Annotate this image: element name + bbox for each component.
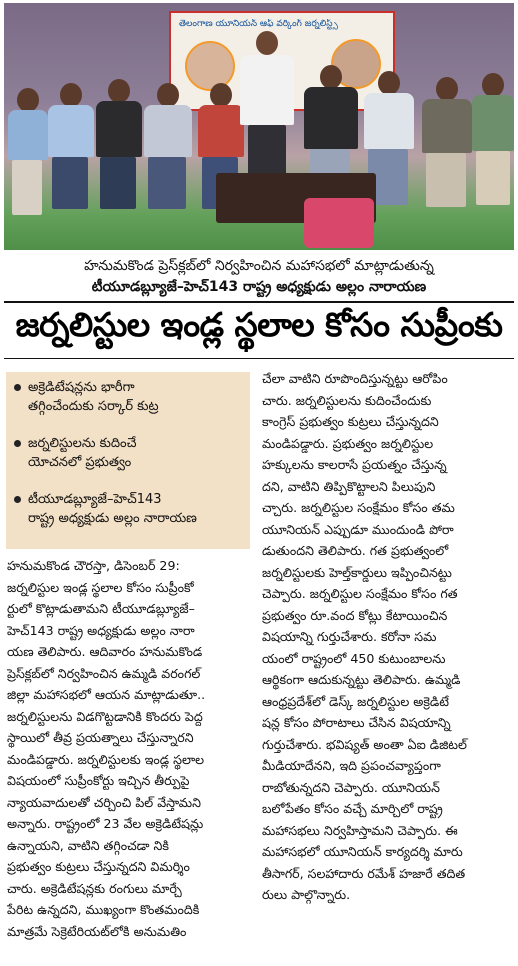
article-line: చారు. జర్నలిస్టులను కుదించేందుకు	[262, 392, 432, 408]
highlight-line: అక్రెడిటేషన్లను భారీగా	[28, 380, 135, 395]
article-line: చారు. అక్రెడిటేషన్లకు రంగులు మార్చే	[7, 880, 182, 896]
article-line: ర్టులో కొట్లాడుతామని టీయూడబ్ల్యూజే–	[7, 601, 195, 616]
banner-text: తెలంగాణ యూనియన్ ఆఫ్ వర్కింగ్ జర్నలిస్ట్స్	[179, 19, 338, 29]
article-line: యంలో రాష్ట్రంలో 450 కుటుంబాలను	[262, 650, 446, 666]
article-line: బలోపేతం కోసం వచ్చే మార్చిలో రాష్ట్ర	[262, 801, 443, 816]
article-line: మహాసభలు నిర్వహిస్తామని చెప్పారు. ఈ	[262, 822, 458, 838]
article-line: మండిపడ్డారు. జర్నలిస్టులకు ఇండ్ల స్థలాల	[7, 751, 205, 767]
divider	[4, 301, 514, 303]
article-line: జర్నలిస్టులకు హెల్త్‌కార్డులు ఇప్పించినట్టు	[262, 564, 452, 580]
article-line: జిల్లా మహాసభలో ఆయన మాట్లాడుతూ..	[7, 687, 206, 702]
seated-person	[96, 79, 142, 225]
seated-person	[144, 83, 192, 225]
article-column-left	[7, 555, 253, 942]
article-line: కాంగ్రెస్ ప్రభుత్వం కుట్రలు చేస్తున్నదని	[262, 414, 439, 429]
seated-person	[48, 83, 94, 223]
seated-person	[422, 77, 472, 221]
highlights-box	[6, 372, 250, 549]
article-line: న్యాయవాదులతో చర్చించి పిల్ వేస్తామని	[7, 794, 201, 810]
article-line: గుర్తుచేశారు. భవిష్యత్ అంతా ఏఐ డిజిటల్	[262, 736, 467, 752]
bullet-icon	[14, 496, 21, 503]
article-line: యణ తెలిపారు. ఆదివారం హనుమకొండ	[7, 644, 203, 659]
article-line: అన్నారు. రాష్ట్రంలో 23 వేల అక్రెడిటేషన్లు	[7, 816, 204, 831]
speaker	[240, 31, 294, 181]
article-line: రాబోతున్నదని చెప్పారు. యూనియన్	[262, 779, 440, 795]
article-line: జర్నలిస్టుల ఇండ్ల స్థలాల కోసం సుప్రీంకో	[7, 579, 194, 595]
article-line: జర్నలిస్టులను విడగొట్టడానికి కొందరు పెద్ద	[7, 708, 203, 724]
article-line: స్థాయిలో తీవ్ర ప్రయత్నాలు చేస్తున్నారని	[7, 730, 194, 745]
highlight-line: రాష్ట్ర అధ్యక్షుడు అల్లం నారాయణ	[28, 511, 197, 526]
article-line: ప్రభుత్వం కుట్రలు చేస్తున్నదని విమర్శిం	[7, 859, 190, 874]
article-line: చెప్పారు. జర్నలిస్టుల సంక్షేమం కోసం గత	[262, 586, 458, 601]
photo-caption-line: టీయూడబ్ల్యూజే–హెచ్143 రాష్ట్ర అధ్యక్షుడు అల్లం నారాయణ	[91, 279, 427, 295]
article-line: ఉన్నాయని, వాటిని తగ్గించడా నికి	[7, 837, 169, 853]
highlight-line: టీయూడబ్ల్యూజే–హెచ్143	[28, 492, 162, 507]
article-line: ప్రెస్‌క్లబ్‌లో నిర్వహించిన ఉమ్మడి వరంగల్	[7, 665, 201, 681]
article-column-right	[262, 368, 512, 906]
seated-person	[472, 73, 514, 219]
article-line: దని, వాటిని తిప్పికొట్టాలని పిలుపుని	[262, 478, 436, 494]
table-cloth	[304, 198, 374, 248]
article-line: చ్చారు. జర్నలిస్టుల సంక్షేమం కోసం తమ	[262, 500, 455, 515]
article-line: విషయంలో సుప్రీంకోర్టు ఇచ్చిన తీర్పుపై	[7, 773, 190, 788]
article-line: ప్రభుత్వం రూ.వంద కోట్లు కేటాయించిన	[262, 607, 448, 623]
bullet-icon	[14, 440, 21, 447]
headline: జర్నలిస్టుల ఇండ్ల స్థలాల కోసం సుప్రీంకు	[15, 305, 503, 344]
article-line: విషయాన్ని గుర్తుచేశారు. కరోనా సమ	[262, 629, 437, 644]
article-line: షన్ల కోసం పోరాటాలు చేసిన విషయాన్ని	[262, 715, 451, 730]
article-line: పేరిట ఉన్నదని, ముఖ్యంగా కొంతమందికి	[7, 902, 200, 917]
divider	[4, 358, 514, 359]
article-line: హనుమకొండ చౌరస్తా, డిసెంబర్ 29:	[7, 558, 180, 573]
article-line: యూనియన్ ఎప్పుడూ ముందుండి పోరా	[262, 521, 454, 537]
article-line: ఆంధ్రప్రదేశ్‌లో డెస్క్ జర్నలిస్టుల అక్రెడిటే	[262, 693, 449, 709]
article-line: తీసాగర్, సలహాదారు రమేశ్ హజారే తదిత	[262, 865, 466, 881]
bullet-icon	[14, 384, 21, 391]
article-line: మహాసభలో యూనియన్ కార్యదర్శి మారు	[262, 844, 463, 859]
article-line: మీడియాదేనని, ఇది ప్రపంచవ్యాప్తంగా	[262, 758, 441, 773]
article-line: హక్కులను కాలరాసే ప్రయత్నం చేస్తున్న	[262, 457, 447, 472]
highlight-line: తగ్గించేందుకు సర్కార్ కుట్ర	[28, 399, 159, 414]
highlight-line: జర్నలిస్టులను కుదించే	[28, 436, 137, 451]
article-line: హెచ్143 రాష్ట్ర అధ్యక్షుడు అల్లం నారా	[7, 622, 195, 638]
seated-person	[8, 88, 48, 228]
article-line: ఆర్థికంగా ఆదుకున్నట్టు తెలిపారు. ఉమ్మడి	[262, 672, 461, 687]
event-photo	[4, 3, 514, 250]
photo-caption-line: హనుమకొండ ప్రెస్‌క్లబ్‌లో నిర్వహించిన మహాసభలో మాట్లాడుతున్న	[84, 258, 434, 274]
article-line: డుతుందని తెలిపారు. గత ప్రభుత్వంలో	[262, 543, 449, 558]
article-line: మండిపడ్డారు. ప్రభుత్వం జర్నలిస్టుల	[262, 435, 434, 451]
highlight-line: యోచనలో ప్రభుత్వం	[28, 455, 132, 470]
article-line: చేలా వాటిని రూపొందిస్తున్నట్టు ఆరోపిం	[262, 371, 448, 386]
article-line: మాత్రమే సెక్రెటేరియట్‌లోకి అనుమతిం	[7, 923, 187, 939]
article-line: రులు పాల్గొన్నారు.	[262, 887, 351, 902]
